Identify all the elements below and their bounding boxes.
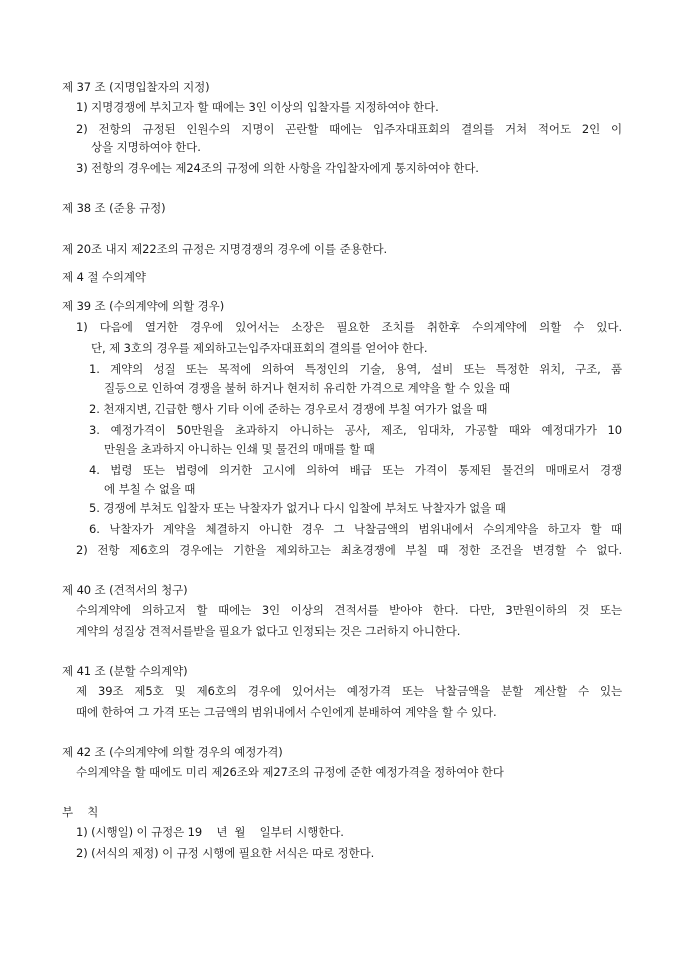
article-39-item-4: 4. 법령 또는 법령에 의거한 고시에 의하여 배급 또는 가격이 통제된 물건의 매매로서 경쟁 bbox=[89, 463, 622, 477]
article-41-heading: 제 41 조 (분할 수의계약) bbox=[62, 664, 188, 678]
article-37-item-2: 2) 전항의 규정된 인원수의 지명이 곤란할 때에는 입주자대표회의 결의를 거쳐 적어도 2인 이 bbox=[76, 122, 622, 136]
article-39-item-5: 5. 경쟁에 부쳐도 입찰자 또는 낙찰자가 없거나 다시 입찰에 부쳐도 낙찰자가 없을 때 bbox=[89, 501, 506, 515]
article-42-body: 수의계약을 할 때에도 미리 제26조와 제27조의 규정에 준한 예정가격을 정하여야 한다 bbox=[76, 765, 504, 779]
section-4-heading: 제 4 절 수의계약 bbox=[62, 270, 146, 284]
article-39-item-1: 1. 계약의 성질 또는 목적에 의하여 특정인의 기술, 용역, 설비 또는 특정한 위치, 구조, 품 bbox=[89, 362, 622, 376]
article-41-body-line-1: 제 39조 제5호 및 제6호의 경우에 있어서는 예정가격 또는 낙찰금액을 분할 계산할 수 있는 bbox=[76, 684, 622, 698]
article-39-item-4-cont: 에 부칠 수 없을 때 bbox=[104, 482, 196, 496]
article-39-para-1: 1) 다음에 열거한 경우에 있어서는 소장은 필요한 조치를 취한후 수의계약에 의할 수 있다. bbox=[76, 320, 622, 334]
article-39-para-1-cont: 단, 제 3호의 경우를 제외하고는입주자대표회의 결의를 얻어야 한다. bbox=[91, 341, 428, 355]
article-40-body-line-1: 수의계약에 의하고저 할 때에는 3인 이상의 견적서를 받아야 한다. 다만, 3만원이하의 것 또는 bbox=[76, 603, 622, 617]
article-37-item-3: 3) 전항의 경우에는 제24조의 규정에 의한 사항을 각입찰자에게 통지하여야 한다. bbox=[76, 161, 479, 175]
article-39-item-3-cont: 만원을 초과하지 아니하는 인쇄 및 물건의 매매를 할 때 bbox=[104, 442, 375, 456]
appendix-item-1: 1) (시행일) 이 규정은 19 년 월 일부터 시행한다. bbox=[76, 825, 344, 839]
article-39-para-2: 2) 전항 제6호의 경우에는 기한을 제외하고는 최초경쟁에 부칠 때 정한 조건을 변경할 수 없다. bbox=[76, 543, 622, 557]
article-37-heading: 제 37 조 (지명입찰자의 지정) bbox=[62, 80, 210, 94]
article-37-item-2-cont: 상을 지명하여야 한다. bbox=[91, 140, 201, 154]
article-39-item-3: 3. 예정가격이 50만원을 초과하지 아니하는 공사, 제조, 임대차, 가공할 때와 예정대가가 10 bbox=[89, 423, 622, 437]
article-38-body: 제 20조 내지 제22조의 규정은 지명경쟁의 경우에 이를 준용한다. bbox=[62, 242, 388, 256]
article-39-heading: 제 39 조 (수의계약에 의할 경우) bbox=[62, 299, 225, 313]
appendix-heading: 부 칙 bbox=[62, 805, 99, 819]
article-39-item-2: 2. 천재지변, 긴급한 행사 기타 이에 준하는 경우로서 경쟁에 부칠 여가가 없을 때 bbox=[89, 402, 488, 416]
appendix-item-2: 2) (서식의 제정) 이 규정 시행에 필요한 서식은 따로 정한다. bbox=[76, 846, 375, 860]
article-38-heading: 제 38 조 (준용 규정) bbox=[62, 201, 166, 215]
article-42-heading: 제 42 조 (수의계약에 의할 경우의 예정가격) bbox=[62, 745, 283, 759]
article-39-item-1-cont: 질등으로 인하여 경쟁을 불허 하거나 현저히 유리한 가격으로 계약을 할 수 있을 때 bbox=[104, 381, 510, 395]
article-40-body-line-2: 계약의 성질상 견적서를받을 필요가 없다고 인정되는 것은 그러하지 아니한다. bbox=[76, 624, 461, 638]
article-37-item-1: 1) 지명경쟁에 부치고자 할 때에는 3인 이상의 입찰자를 지정하여야 한다. bbox=[76, 100, 439, 114]
article-41-body-line-2: 때에 한하여 그 가격 또는 그금액의 범위내에서 수인에게 분배하여 계약을 할 수 있다. bbox=[76, 705, 497, 719]
article-39-item-6: 6. 낙찰자가 계약을 체결하지 아니한 경우 그 낙찰금액의 범위내에서 수의계약을 하고자 할 때 bbox=[89, 522, 622, 536]
article-40-heading: 제 40 조 (견적서의 청구) bbox=[62, 583, 188, 597]
